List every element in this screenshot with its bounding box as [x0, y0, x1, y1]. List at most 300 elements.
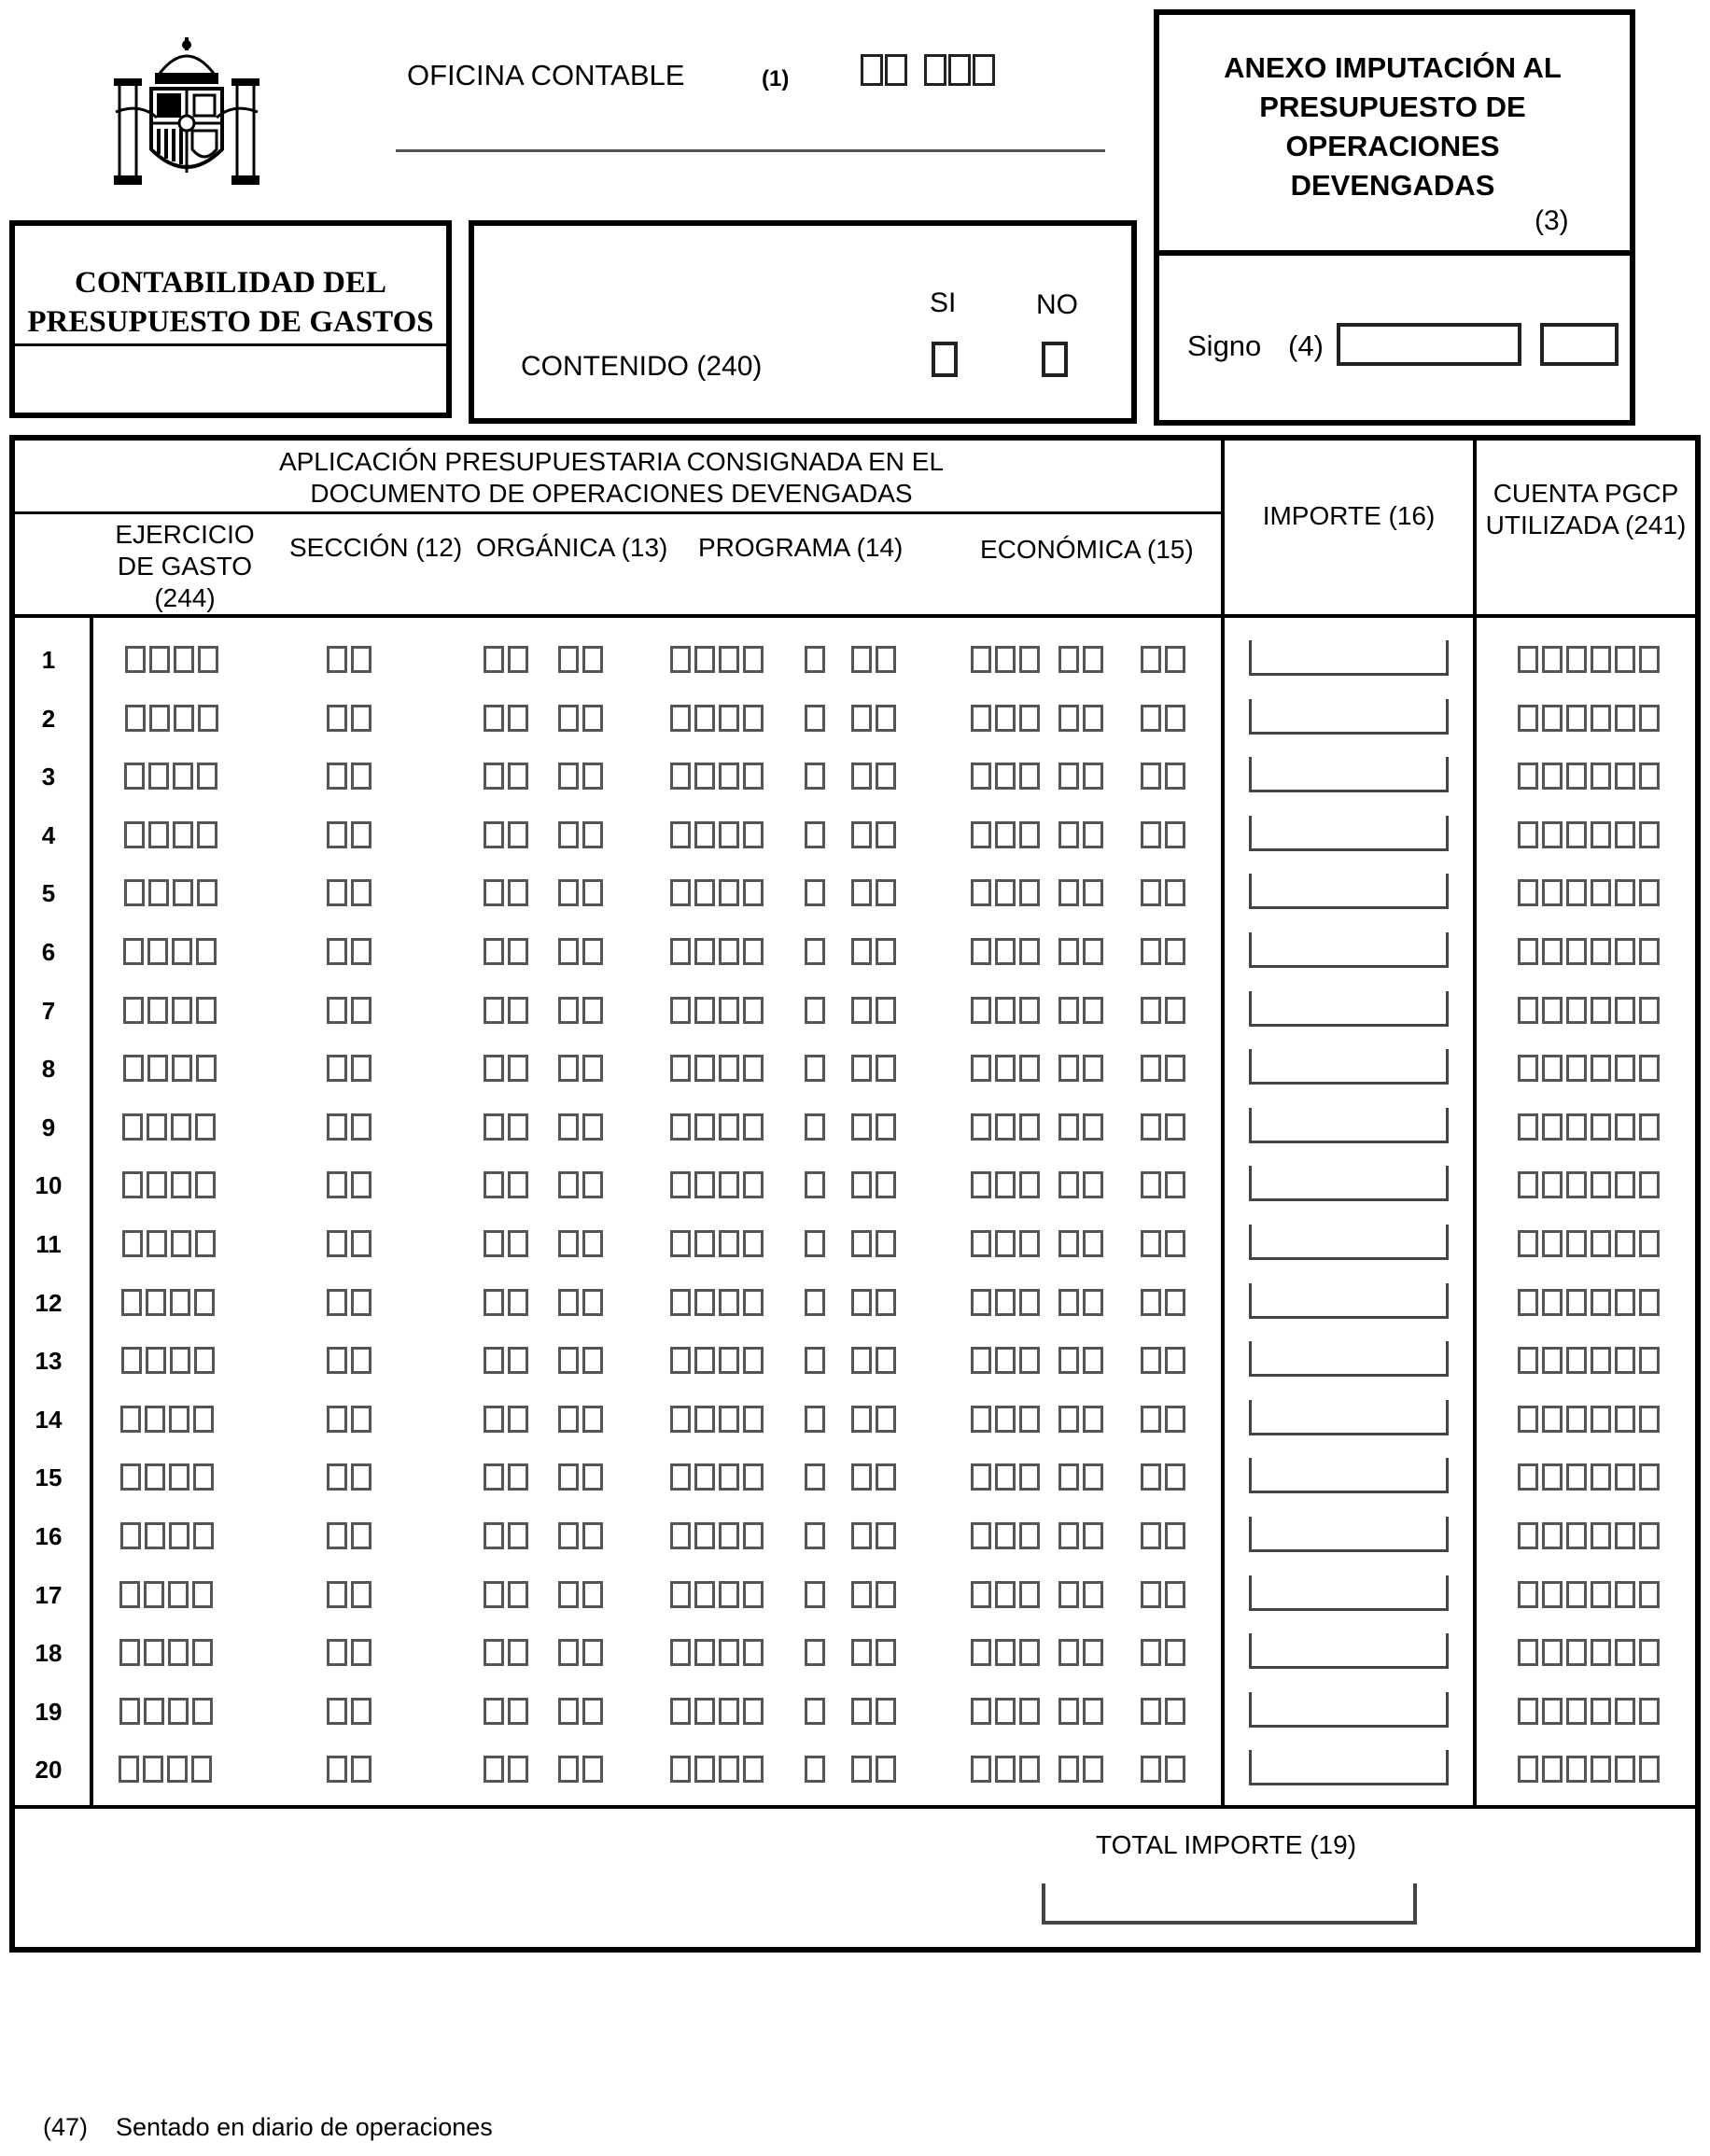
digit-box[interactable] — [1083, 821, 1103, 848]
digit-box[interactable] — [195, 1230, 216, 1257]
digit-box[interactable] — [1566, 1756, 1587, 1783]
digit-box[interactable] — [743, 1581, 764, 1608]
digit-box[interactable] — [719, 1347, 739, 1374]
digit-box[interactable] — [995, 646, 1016, 673]
digit-box[interactable] — [582, 1639, 603, 1666]
importe-field[interactable] — [1249, 874, 1449, 909]
digit-box[interactable] — [484, 763, 504, 790]
digit-box[interactable] — [144, 1698, 164, 1725]
digit-box[interactable] — [995, 1171, 1016, 1198]
digit-box[interactable] — [1566, 1113, 1587, 1141]
digit-box[interactable] — [1566, 879, 1587, 906]
digit-box[interactable] — [1165, 1756, 1185, 1783]
importe-field[interactable] — [1249, 1575, 1449, 1611]
digit-box[interactable] — [851, 879, 872, 906]
digit-box[interactable] — [1083, 705, 1103, 732]
digit-box[interactable] — [1058, 821, 1079, 848]
digit-box[interactable] — [876, 1347, 896, 1374]
digit-box[interactable] — [1591, 1347, 1611, 1374]
digit-box[interactable] — [851, 821, 872, 848]
digit-box[interactable] — [508, 763, 528, 790]
digit-box[interactable] — [1141, 1171, 1161, 1198]
digit-box[interactable] — [971, 1698, 991, 1725]
digit-box[interactable] — [851, 1171, 872, 1198]
digit-box[interactable] — [484, 1463, 504, 1491]
digit-box[interactable] — [1518, 1171, 1538, 1198]
digit-box[interactable] — [1615, 1113, 1635, 1141]
digit-box[interactable] — [971, 1113, 991, 1141]
digit-box[interactable] — [719, 1639, 739, 1666]
digit-box[interactable] — [1083, 763, 1103, 790]
digit-box[interactable] — [971, 763, 991, 790]
digit-box[interactable] — [1639, 763, 1660, 790]
digit-box[interactable] — [194, 1347, 215, 1374]
digit-box[interactable] — [1518, 1756, 1538, 1783]
digit-box[interactable] — [1566, 1347, 1587, 1374]
digit-box[interactable] — [558, 1406, 579, 1433]
digit-box[interactable] — [719, 1406, 739, 1433]
digit-box[interactable] — [484, 1639, 504, 1666]
digit-box[interactable] — [1165, 1113, 1185, 1141]
digit-box[interactable] — [1566, 646, 1587, 673]
digit-box[interactable] — [173, 879, 193, 906]
importe-field[interactable] — [1249, 1400, 1449, 1435]
digit-box[interactable] — [851, 1347, 872, 1374]
digit-box[interactable] — [1165, 1171, 1185, 1198]
digit-box[interactable] — [1141, 1463, 1161, 1491]
digit-box[interactable] — [1141, 879, 1161, 906]
digit-box[interactable] — [1566, 1230, 1587, 1257]
digit-box[interactable] — [876, 1113, 896, 1141]
digit-box[interactable] — [558, 879, 579, 906]
digit-box[interactable] — [694, 1230, 715, 1257]
digit-box[interactable] — [1591, 1230, 1611, 1257]
digit-box[interactable] — [1518, 1406, 1538, 1433]
digit-box[interactable] — [1058, 997, 1079, 1024]
digit-box[interactable] — [351, 1639, 371, 1666]
office-code-boxes[interactable] — [861, 54, 1010, 91]
digit-box[interactable] — [1591, 1522, 1611, 1549]
digit-box[interactable] — [1615, 1406, 1635, 1433]
digit-box[interactable] — [1542, 1698, 1563, 1725]
digit-box[interactable] — [1165, 938, 1185, 965]
digit-box[interactable] — [1566, 1463, 1587, 1491]
digit-box[interactable] — [1566, 1639, 1587, 1666]
digit-box[interactable] — [1165, 1347, 1185, 1374]
digit-box[interactable] — [743, 1289, 764, 1316]
digit-box[interactable] — [582, 1347, 603, 1374]
digit-box[interactable] — [805, 1698, 825, 1725]
digit-box[interactable] — [1019, 821, 1040, 848]
digit-box[interactable] — [876, 1463, 896, 1491]
digit-box[interactable] — [743, 1230, 764, 1257]
digit-box[interactable] — [1615, 1055, 1635, 1082]
digit-box[interactable] — [670, 1522, 691, 1549]
digit-box[interactable] — [805, 821, 825, 848]
digit-box[interactable] — [124, 763, 145, 790]
digit-box[interactable] — [193, 1463, 214, 1491]
digit-box[interactable] — [1165, 1230, 1185, 1257]
digit-box[interactable] — [484, 997, 504, 1024]
digit-box[interactable] — [851, 1289, 872, 1316]
digit-box[interactable] — [1615, 763, 1635, 790]
digit-box[interactable] — [1591, 705, 1611, 732]
digit-box[interactable] — [125, 705, 146, 732]
digit-box[interactable] — [995, 1230, 1016, 1257]
digit-box[interactable] — [1591, 1171, 1611, 1198]
digit-box[interactable] — [1141, 1698, 1161, 1725]
digit-box[interactable] — [351, 1581, 371, 1608]
digit-box[interactable] — [1019, 1230, 1040, 1257]
digit-box[interactable] — [1591, 1756, 1611, 1783]
digit-box[interactable] — [1615, 1289, 1635, 1316]
digit-box[interactable] — [694, 646, 715, 673]
digit-box[interactable] — [971, 1756, 991, 1783]
digit-box[interactable] — [508, 1289, 528, 1316]
digit-box[interactable] — [995, 1639, 1016, 1666]
digit-box[interactable] — [351, 1463, 371, 1491]
digit-box[interactable] — [1639, 1171, 1660, 1198]
digit-box[interactable] — [851, 1698, 872, 1725]
digit-box[interactable] — [805, 1639, 825, 1666]
digit-box[interactable] — [171, 1230, 191, 1257]
importe-field[interactable] — [1249, 1633, 1449, 1669]
digit-box[interactable] — [743, 763, 764, 790]
digit-box[interactable] — [1591, 1406, 1611, 1433]
digit-box[interactable] — [1141, 1230, 1161, 1257]
digit-box[interactable] — [670, 1230, 691, 1257]
digit-box[interactable] — [1591, 879, 1611, 906]
digit-box[interactable] — [508, 1698, 528, 1725]
digit-box[interactable] — [1058, 1289, 1079, 1316]
digit-box[interactable] — [484, 1113, 504, 1141]
digit-box[interactable] — [1165, 705, 1185, 732]
digit-box[interactable] — [1566, 1289, 1587, 1316]
digit-box[interactable] — [995, 763, 1016, 790]
digit-box[interactable] — [805, 1581, 825, 1608]
digit-box[interactable] — [743, 646, 764, 673]
digit-box[interactable] — [1591, 938, 1611, 965]
digit-box[interactable] — [327, 1756, 347, 1783]
digit-box[interactable] — [1518, 879, 1538, 906]
digit-box[interactable] — [805, 1463, 825, 1491]
digit-box[interactable] — [149, 705, 170, 732]
digit-box[interactable] — [558, 1289, 579, 1316]
digit-box[interactable] — [1019, 1522, 1040, 1549]
digit-box[interactable] — [1141, 1289, 1161, 1316]
digit-box[interactable] — [971, 879, 991, 906]
digit-box[interactable] — [743, 705, 764, 732]
digit-box[interactable] — [192, 1698, 213, 1725]
digit-box[interactable] — [805, 938, 825, 965]
digit-box[interactable] — [1639, 1230, 1660, 1257]
digit-box[interactable] — [558, 1639, 579, 1666]
digit-box[interactable] — [146, 1289, 166, 1316]
digit-box[interactable] — [1615, 1581, 1635, 1608]
digit-box[interactable] — [1058, 879, 1079, 906]
digit-box[interactable] — [1542, 821, 1563, 848]
digit-box[interactable] — [327, 938, 347, 965]
digit-box[interactable] — [1518, 1347, 1538, 1374]
digit-box[interactable] — [670, 1698, 691, 1725]
digit-box[interactable] — [508, 1406, 528, 1433]
digit-box[interactable] — [147, 997, 168, 1024]
digit-box[interactable] — [558, 1463, 579, 1491]
digit-box[interactable] — [719, 646, 739, 673]
digit-box[interactable] — [851, 1581, 872, 1608]
digit-box[interactable] — [508, 1113, 528, 1141]
digit-box[interactable] — [743, 1347, 764, 1374]
digit-box[interactable] — [1615, 821, 1635, 848]
digit-box[interactable] — [995, 821, 1016, 848]
importe-field[interactable] — [1249, 932, 1449, 968]
digit-box[interactable] — [327, 1581, 347, 1608]
digit-box[interactable] — [694, 1756, 715, 1783]
digit-box[interactable] — [1518, 1055, 1538, 1082]
digit-box[interactable] — [146, 1347, 166, 1374]
digit-box[interactable] — [1058, 1055, 1079, 1082]
digit-box[interactable] — [670, 1113, 691, 1141]
digit-box[interactable] — [995, 1698, 1016, 1725]
digit-box[interactable] — [719, 1289, 739, 1316]
digit-box[interactable] — [694, 1406, 715, 1433]
digit-box[interactable] — [743, 1171, 764, 1198]
total-importe-field[interactable] — [1042, 1883, 1417, 1925]
digit-box[interactable] — [876, 763, 896, 790]
digit-box[interactable] — [743, 821, 764, 848]
digit-box[interactable] — [670, 763, 691, 790]
digit-box[interactable] — [805, 1055, 825, 1082]
digit-box[interactable] — [1591, 763, 1611, 790]
digit-box[interactable] — [558, 1055, 579, 1082]
digit-box[interactable] — [327, 1230, 347, 1257]
digit-box[interactable] — [197, 821, 217, 848]
digit-box[interactable] — [148, 821, 169, 848]
digit-box[interactable] — [876, 1581, 896, 1608]
digit-box[interactable] — [1083, 1698, 1103, 1725]
digit-box[interactable] — [351, 997, 371, 1024]
digit-box[interactable] — [582, 646, 603, 673]
digit-box[interactable] — [995, 705, 1016, 732]
digit-box[interactable] — [1542, 879, 1563, 906]
digit-box[interactable] — [1141, 821, 1161, 848]
digit-box[interactable] — [719, 1463, 739, 1491]
digit-box[interactable] — [582, 1113, 603, 1141]
digit-box[interactable] — [508, 1581, 528, 1608]
digit-box[interactable] — [719, 997, 739, 1024]
digit-box[interactable] — [1165, 1581, 1185, 1608]
digit-box[interactable] — [876, 705, 896, 732]
digit-box[interactable] — [670, 821, 691, 848]
digit-box[interactable] — [694, 1698, 715, 1725]
digit-box[interactable] — [851, 938, 872, 965]
digit-box[interactable] — [1083, 1289, 1103, 1316]
digit-box[interactable] — [192, 1581, 213, 1608]
digit-box[interactable] — [805, 1113, 825, 1141]
importe-field[interactable] — [1249, 1108, 1449, 1143]
digit-box[interactable] — [1083, 1113, 1103, 1141]
digit-box[interactable] — [582, 1406, 603, 1433]
digit-box[interactable] — [192, 1639, 213, 1666]
digit-box[interactable] — [148, 763, 169, 790]
digit-box[interactable] — [1518, 1289, 1538, 1316]
importe-field[interactable] — [1249, 699, 1449, 735]
importe-field[interactable] — [1249, 1283, 1449, 1319]
digit-box[interactable] — [558, 1756, 579, 1783]
digit-box[interactable] — [120, 1406, 141, 1433]
digit-box[interactable] — [582, 1171, 603, 1198]
digit-box[interactable] — [351, 1289, 371, 1316]
digit-box[interactable] — [196, 1055, 217, 1082]
digit-box[interactable] — [743, 879, 764, 906]
digit-box[interactable] — [1639, 1463, 1660, 1491]
digit-box[interactable] — [558, 1113, 579, 1141]
digit-box[interactable] — [558, 646, 579, 673]
digit-box[interactable] — [743, 1756, 764, 1783]
digit-box[interactable] — [851, 763, 872, 790]
digit-box[interactable] — [1542, 997, 1563, 1024]
digit-box[interactable] — [1518, 1581, 1538, 1608]
digit-box[interactable] — [1518, 1698, 1538, 1725]
digit-box[interactable] — [1019, 1463, 1040, 1491]
digit-box[interactable] — [351, 1230, 371, 1257]
digit-box[interactable] — [1083, 1406, 1103, 1433]
digit-box[interactable] — [197, 763, 217, 790]
digit-box[interactable] — [484, 705, 504, 732]
digit-box[interactable] — [1141, 997, 1161, 1024]
digit-box[interactable] — [1141, 763, 1161, 790]
digit-box[interactable] — [876, 1171, 896, 1198]
digit-box[interactable] — [719, 938, 739, 965]
digit-box[interactable] — [1165, 1055, 1185, 1082]
digit-box[interactable] — [1141, 1347, 1161, 1374]
importe-field[interactable] — [1249, 640, 1449, 676]
digit-box[interactable] — [327, 997, 347, 1024]
digit-box[interactable] — [670, 1756, 691, 1783]
digit-box[interactable] — [1518, 821, 1538, 848]
digit-box[interactable] — [1518, 646, 1538, 673]
digit-box[interactable] — [1518, 1230, 1538, 1257]
digit-box[interactable] — [351, 821, 371, 848]
digit-box[interactable] — [1019, 1289, 1040, 1316]
digit-box[interactable] — [147, 1171, 167, 1198]
digit-box[interactable] — [1518, 1522, 1538, 1549]
digit-box[interactable] — [694, 821, 715, 848]
digit-box[interactable] — [1542, 1756, 1563, 1783]
digit-box[interactable] — [851, 1639, 872, 1666]
digit-box[interactable] — [1083, 1347, 1103, 1374]
digit-box[interactable] — [351, 646, 371, 673]
digit-box[interactable] — [719, 821, 739, 848]
digit-box[interactable] — [327, 1347, 347, 1374]
importe-field[interactable] — [1249, 757, 1449, 792]
digit-box[interactable] — [170, 1289, 190, 1316]
importe-field[interactable] — [1249, 1049, 1449, 1085]
digit-box[interactable] — [1615, 879, 1635, 906]
digit-box[interactable] — [508, 821, 528, 848]
importe-field[interactable] — [1249, 991, 1449, 1027]
digit-box[interactable] — [1083, 1581, 1103, 1608]
digit-box[interactable] — [144, 1639, 164, 1666]
digit-box[interactable] — [1591, 1289, 1611, 1316]
digit-box[interactable] — [719, 1230, 739, 1257]
digit-box[interactable] — [198, 646, 218, 673]
no-checkbox[interactable] — [1042, 342, 1068, 377]
digit-box[interactable] — [1591, 1581, 1611, 1608]
digit-box[interactable] — [145, 1522, 165, 1549]
digit-box[interactable] — [743, 1639, 764, 1666]
digit-box[interactable] — [743, 1113, 764, 1141]
digit-box[interactable] — [670, 1581, 691, 1608]
digit-box[interactable] — [1542, 1463, 1563, 1491]
digit-box[interactable] — [1639, 1522, 1660, 1549]
digit-box[interactable] — [167, 1756, 188, 1783]
digit-box[interactable] — [1083, 1230, 1103, 1257]
digit-box[interactable] — [168, 1581, 189, 1608]
digit-box[interactable] — [876, 1406, 896, 1433]
digit-box[interactable] — [1518, 938, 1538, 965]
digit-box[interactable] — [995, 997, 1016, 1024]
digit-box[interactable] — [1058, 1756, 1079, 1783]
digit-box[interactable] — [971, 1639, 991, 1666]
digit-box[interactable] — [1566, 1055, 1587, 1082]
digit-box[interactable] — [851, 997, 872, 1024]
digit-box[interactable] — [1542, 763, 1563, 790]
digit-box[interactable] — [971, 1230, 991, 1257]
digit-box[interactable] — [174, 646, 194, 673]
digit-box[interactable] — [1019, 997, 1040, 1024]
digit-box[interactable] — [1083, 1463, 1103, 1491]
importe-field[interactable] — [1249, 1225, 1449, 1260]
digit-box[interactable] — [805, 1522, 825, 1549]
digit-box[interactable] — [508, 1055, 528, 1082]
digit-box[interactable] — [558, 1347, 579, 1374]
digit-box[interactable] — [971, 997, 991, 1024]
digit-box[interactable] — [582, 938, 603, 965]
digit-box[interactable] — [351, 1113, 371, 1141]
digit-box[interactable] — [670, 1463, 691, 1491]
digit-box[interactable] — [1591, 821, 1611, 848]
digit-box[interactable] — [670, 646, 691, 673]
digit-box[interactable] — [124, 821, 145, 848]
digit-box[interactable] — [670, 938, 691, 965]
digit-box[interactable] — [169, 1522, 189, 1549]
digit-box[interactable] — [1083, 938, 1103, 965]
digit-box[interactable] — [1019, 1639, 1040, 1666]
digit-box[interactable] — [327, 1113, 347, 1141]
digit-box[interactable] — [694, 1289, 715, 1316]
digit-box[interactable] — [125, 646, 146, 673]
digit-box[interactable] — [995, 1113, 1016, 1141]
digit-box[interactable] — [351, 1347, 371, 1374]
digit-box[interactable] — [670, 1347, 691, 1374]
digit-box[interactable] — [805, 997, 825, 1024]
digit-box[interactable] — [1019, 1055, 1040, 1082]
digit-box[interactable] — [582, 705, 603, 732]
digit-box[interactable] — [1019, 1756, 1040, 1783]
digit-box[interactable] — [971, 1581, 991, 1608]
digit-box[interactable] — [327, 1289, 347, 1316]
digit-box[interactable] — [1165, 1406, 1185, 1433]
digit-box[interactable] — [123, 997, 144, 1024]
digit-box[interactable] — [508, 1171, 528, 1198]
digit-box[interactable] — [805, 1230, 825, 1257]
digit-box[interactable] — [1083, 879, 1103, 906]
digit-box[interactable] — [995, 1347, 1016, 1374]
signo-input-1[interactable] — [1337, 323, 1521, 366]
digit-box[interactable] — [196, 997, 217, 1024]
importe-field[interactable] — [1249, 816, 1449, 851]
